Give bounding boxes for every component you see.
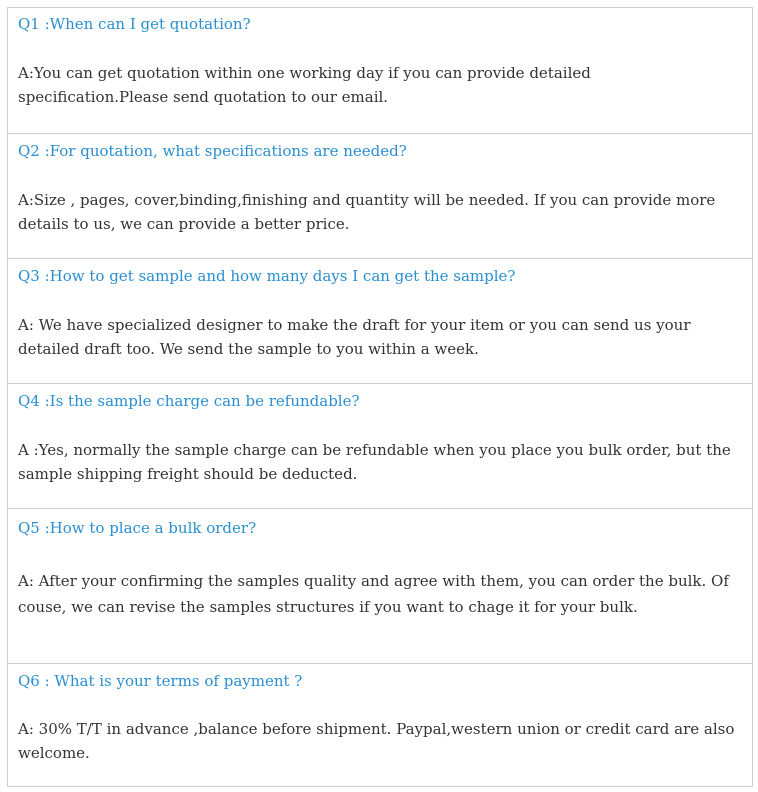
faq-answer: A: We have specialized designer to make the draft for your item or you can send us your detailed draft too. We send the sample to you within a week. (18, 316, 691, 358)
faq-item-5 (8, 508, 752, 663)
faq-item-1 (8, 8, 752, 133)
faq-table (7, 7, 753, 787)
faq-item-4 (8, 383, 752, 508)
faq-answer: A:You can get quotation within one working day if you can provide detailed specification.Please send quotation to our email. (18, 64, 591, 106)
faq-item-2 (8, 133, 752, 258)
faq-question: Q3 :How to get sample and how many days I can get the sample? (18, 267, 516, 285)
faq-question: Q2 :For quotation, what specifications are needed? (18, 142, 407, 160)
faq-question: Q4 :Is the sample charge can be refundable? (18, 392, 360, 410)
faq-answer: A:Size , pages, cover,binding,finishing and quantity will be needed. If you can provide more details to us, we can provide a better price. (18, 191, 716, 233)
faq-answer: A: After your confirming the samples quality and agree with them, you can order the bulk. Of couse, we can revise the samples structures if you want to chage it for your bulk. (18, 572, 729, 616)
faq-question: Q5 :How to place a bulk order? (18, 519, 257, 537)
faq-question: Q1 :When can I get quotation? (18, 15, 251, 33)
faq-item-6 (8, 663, 752, 786)
faq-answer: A :Yes, normally the sample charge can be refundable when you place you bulk order, but the sample shipping freight should be deducted. (18, 441, 731, 483)
faq-item-3 (8, 258, 752, 383)
faq-answer: A: 30% T/T in advance ,balance before shipment. Paypal,western union or credit card are also welcome. (18, 720, 735, 762)
faq-question: Q6 : What is your terms of payment ? (18, 672, 303, 690)
